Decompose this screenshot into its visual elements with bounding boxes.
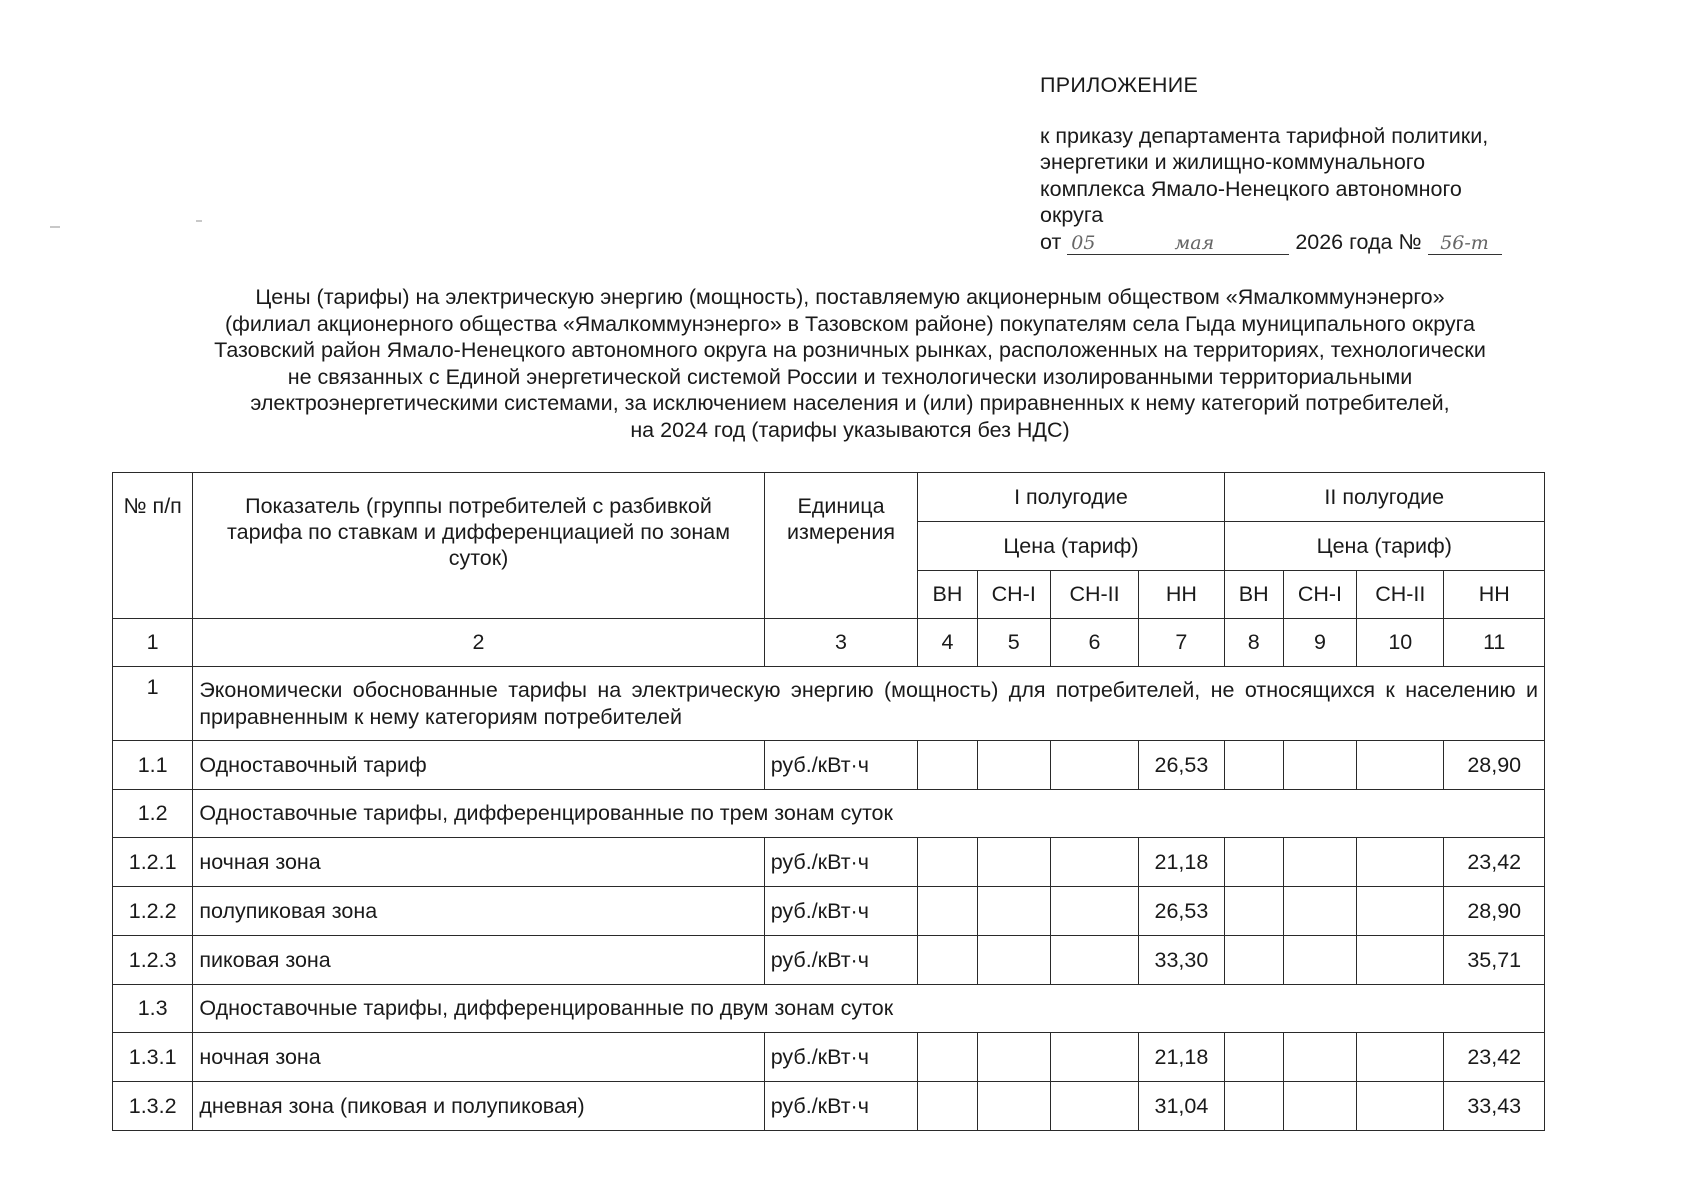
table-row [113, 741, 1545, 790]
header-level: СН-II [1357, 571, 1444, 619]
title-line: (филиал акционерного общества «Ямалкоммунэнерго» в Тазовском районе) покупателям села Гыда муниципального округа [224, 311, 1475, 336]
column-number: 6 [1050, 619, 1138, 667]
row-label: Одноставочные тарифы, дифференцированные по трем зонам суток [193, 790, 1545, 838]
row-num: 1.2.2 [113, 887, 193, 936]
cell-empty [1357, 936, 1444, 985]
title-line: Тазовский район Ямало-Ненецкого автономного округа на розничных рынках, расположенных на территориях, технологически [214, 338, 1486, 362]
h2-nn-value: 28,90 [1444, 741, 1545, 790]
cell-empty [1050, 887, 1138, 936]
row-label: Одноставочный тариф [193, 741, 764, 790]
table-row [113, 936, 1545, 985]
appendix-date-line [1040, 229, 1640, 256]
header-level: НН [1444, 571, 1545, 619]
h2-nn-value: 35,71 [1444, 936, 1545, 985]
order-number-handwritten: 56-т [1428, 232, 1502, 255]
column-number: 5 [977, 619, 1050, 667]
cell-empty [977, 838, 1050, 887]
cell-empty [1050, 1033, 1138, 1082]
cell-empty [1283, 887, 1356, 936]
h1-nn-value: 21,18 [1139, 1033, 1224, 1082]
h2-nn-value: 33,43 [1444, 1082, 1545, 1131]
header-price-half1: Цена (тариф) [918, 522, 1224, 571]
cell-empty [1224, 838, 1283, 887]
column-number: 11 [1444, 619, 1545, 667]
h2-nn-value: 23,42 [1444, 1033, 1545, 1082]
table-row [113, 667, 1545, 741]
row-num: 1.3.2 [113, 1082, 193, 1131]
cell-empty [1224, 887, 1283, 936]
header-level: НН [1139, 571, 1224, 619]
cell-empty [1050, 838, 1138, 887]
cell-empty [918, 1082, 977, 1131]
header-level: СН-I [977, 571, 1050, 619]
header-level: ВН [1224, 571, 1283, 619]
date-suffix: 2026 года № [1295, 229, 1422, 254]
appendix-line: к приказу департамента тарифной политики, [1040, 123, 1489, 148]
tariff-table [112, 472, 1545, 1131]
cell-empty [977, 887, 1050, 936]
row-num: 1.2.1 [113, 838, 193, 887]
row-label: полупиковая зона [193, 887, 764, 936]
cell-empty [977, 1033, 1050, 1082]
cell-empty [1283, 1082, 1356, 1131]
row-num: 1.3 [113, 985, 193, 1033]
cell-empty [977, 1082, 1050, 1131]
h1-nn-value: 26,53 [1139, 887, 1224, 936]
cell-empty [1224, 741, 1283, 790]
cell-empty [1050, 741, 1138, 790]
h1-nn-value: 21,18 [1139, 838, 1224, 887]
cell-empty [977, 741, 1050, 790]
h2-nn-value: 28,90 [1444, 887, 1545, 936]
cell-empty [1283, 1033, 1356, 1082]
h1-nn-value: 26,53 [1139, 741, 1224, 790]
date-day-handwritten: 05 [1067, 232, 1099, 255]
date-month-handwritten: мая [1099, 232, 1289, 255]
header-num: № п/п [113, 473, 193, 619]
header-indicator: Показатель (группы потребителей с разбивкой тарифа по ставкам и дифференциацией по зонам суток) [193, 473, 764, 619]
appendix-line: округа [1040, 203, 1104, 227]
cell-empty [918, 741, 977, 790]
appendix-line: комплекса Ямало-Ненецкого автономного [1040, 176, 1462, 201]
row-unit: руб./кВт·ч [764, 887, 918, 936]
cell-empty [1224, 1082, 1283, 1131]
header-level: СН-I [1283, 571, 1356, 619]
cell-empty [1357, 1033, 1444, 1082]
scan-speck [50, 226, 60, 228]
table-row [113, 1082, 1545, 1131]
row-num: 1.3.1 [113, 1033, 193, 1082]
title-line: не связанных с Единой энергетической системой России и технологически изолированными территориальными [287, 364, 1413, 389]
row-num: 1.2 [113, 790, 193, 838]
appendix-block [1040, 72, 1640, 255]
appendix-heading: ПРИЛОЖЕНИЕ [1040, 73, 1199, 97]
cell-empty [1050, 1082, 1138, 1131]
header-level: ВН [918, 571, 977, 619]
column-number: 2 [193, 619, 764, 667]
row-label: ночная зона [193, 838, 764, 887]
column-number: 4 [918, 619, 977, 667]
scan-speck [196, 220, 202, 222]
cell-empty [1357, 741, 1444, 790]
title-line: на 2024 год (тарифы указываются без НДС) [630, 417, 1070, 442]
column-number: 7 [1139, 619, 1224, 667]
cell-empty [977, 936, 1050, 985]
row-label: дневная зона (пиковая и полупиковая) [193, 1082, 764, 1131]
row-unit: руб./кВт·ч [764, 1033, 918, 1082]
header-price-half2: Цена (тариф) [1224, 522, 1544, 571]
column-number: 9 [1283, 619, 1356, 667]
appendix-line: энергетики и жилищно-коммунального [1040, 150, 1426, 174]
cell-empty [1224, 1033, 1283, 1082]
table-row [113, 838, 1545, 887]
document-title [100, 284, 1600, 443]
row-unit: руб./кВт·ч [764, 838, 918, 887]
table-row [113, 1033, 1545, 1082]
cell-empty [918, 1033, 977, 1082]
row-num: 1 [113, 667, 193, 741]
cell-empty [918, 936, 977, 985]
h1-nn-value: 33,30 [1139, 936, 1224, 985]
cell-empty [1283, 936, 1356, 985]
title-line: электроэнергетическими системами, за исключением населения и (или) приравненных к нему категорий потребителей, [250, 391, 1450, 415]
row-num: 1.2.3 [113, 936, 193, 985]
table-row [113, 887, 1545, 936]
row-unit: руб./кВт·ч [764, 741, 918, 790]
header-level: СН-II [1050, 571, 1138, 619]
row-label: пиковая зона [193, 936, 764, 985]
header-unit: Единица измерения [764, 473, 918, 619]
cell-empty [1357, 887, 1444, 936]
cell-empty [1357, 1082, 1444, 1131]
column-number: 10 [1357, 619, 1444, 667]
row-label: Одноставочные тарифы, дифференцированные по двум зонам суток [193, 985, 1545, 1033]
cell-empty [918, 887, 977, 936]
cell-empty [1283, 838, 1356, 887]
row-num: 1.1 [113, 741, 193, 790]
cell-empty [1050, 936, 1138, 985]
header-half2: II полугодие [1224, 473, 1544, 522]
cell-empty [1357, 838, 1444, 887]
date-prefix: от [1040, 229, 1062, 254]
row-label: ночная зона [193, 1033, 764, 1082]
cell-empty [1283, 741, 1356, 790]
row-label: Экономически обоснованные тарифы на электрическую энергию (мощность) для потребителей, не относящихся к населению и приравненным к нему категориям потребителей [193, 667, 1545, 741]
column-number: 3 [764, 619, 918, 667]
table-row [113, 790, 1545, 838]
cell-empty [1224, 936, 1283, 985]
row-unit: руб./кВт·ч [764, 1082, 918, 1131]
table-row [113, 985, 1545, 1033]
column-number: 1 [113, 619, 193, 667]
cell-empty [918, 838, 977, 887]
h2-nn-value: 23,42 [1444, 838, 1545, 887]
title-line: Цены (тарифы) на электрическую энергию (мощность), поставляемую акционерным обществом «Ямалкоммунэнерго» [255, 285, 1445, 309]
row-unit: руб./кВт·ч [764, 936, 918, 985]
h1-nn-value: 31,04 [1139, 1082, 1224, 1131]
column-number: 8 [1224, 619, 1283, 667]
header-half1: I полугодие [918, 473, 1224, 522]
